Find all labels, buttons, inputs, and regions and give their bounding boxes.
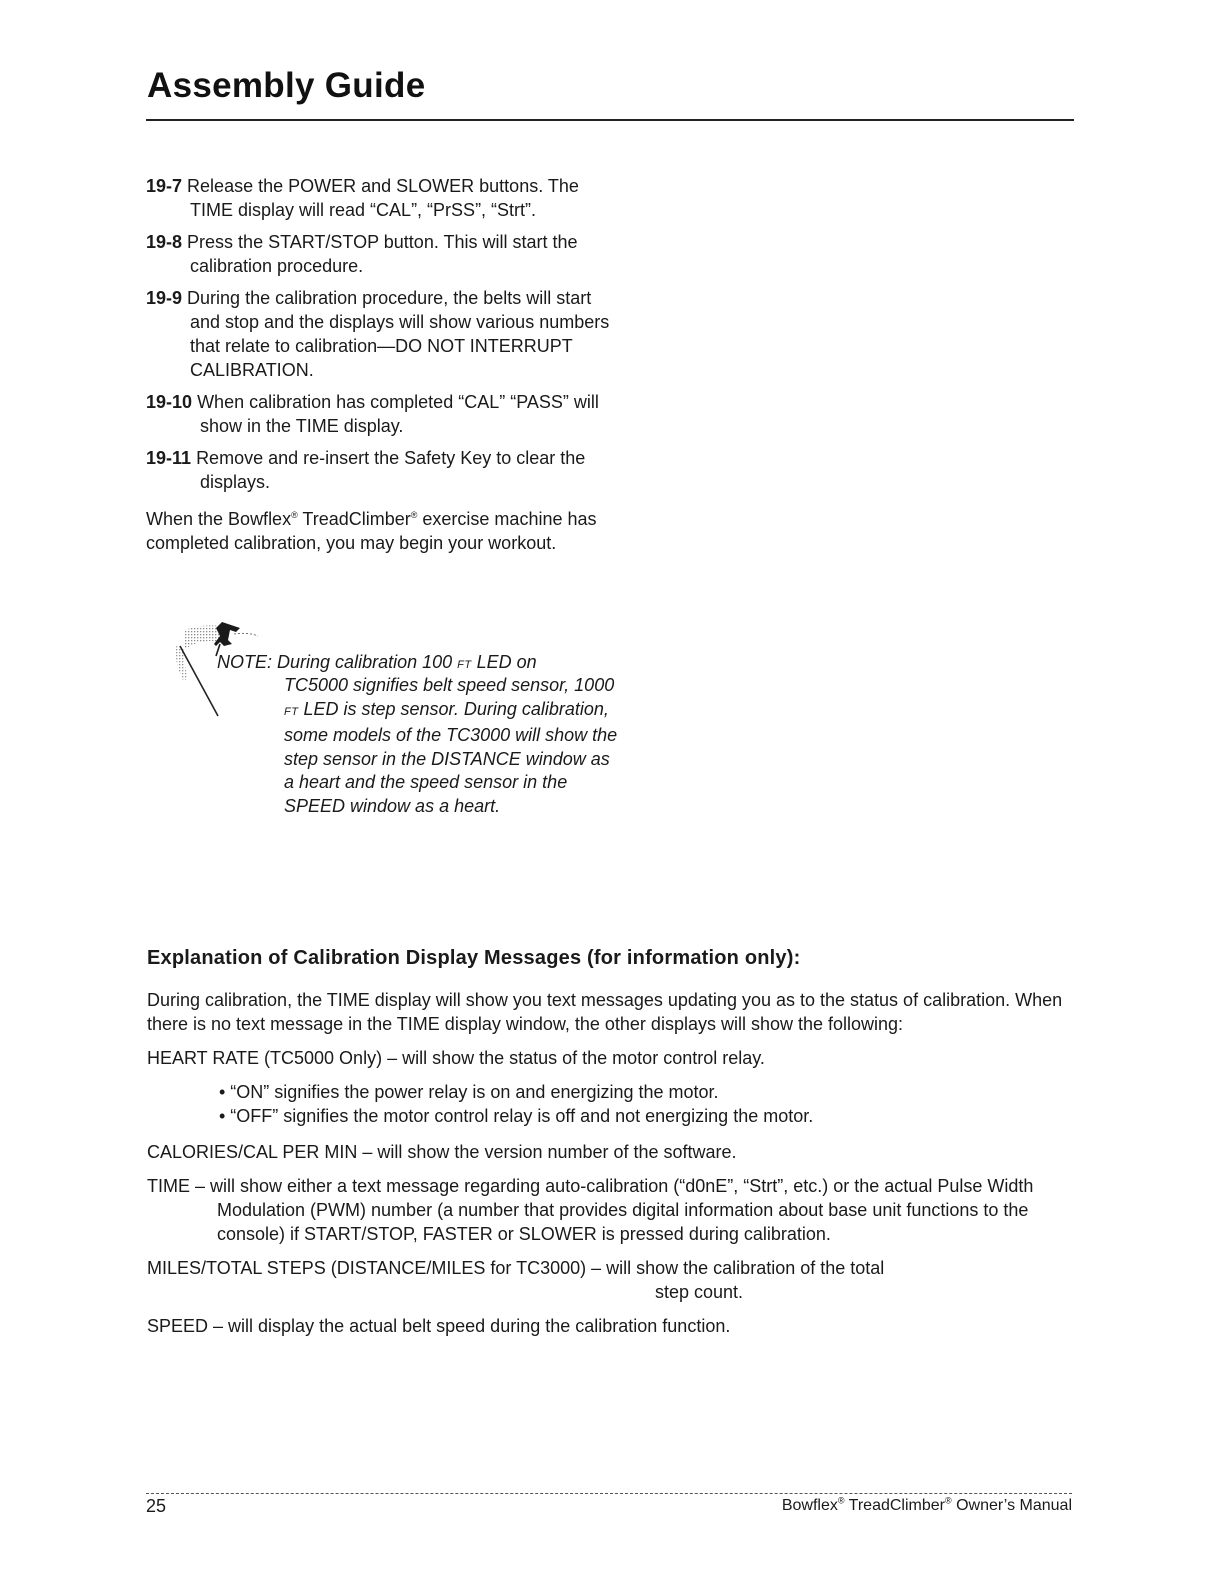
ft-unit: FT xyxy=(457,659,472,671)
note-text: During calibration 100 xyxy=(277,652,458,672)
note-text: LED is step sensor. During calibration, some models of the TC3000 will show the step sensor in the DISTANCE window as a heart and the speed sensor in the SPEED window as a heart. xyxy=(284,698,618,816)
manual-title xyxy=(782,1497,1072,1515)
step-list xyxy=(146,174,616,555)
footer-text: TreadClimber xyxy=(844,1497,945,1514)
note-text: LED on xyxy=(471,652,537,672)
step-19-9 xyxy=(146,286,616,382)
step-text: Press the START/STOP button. This will start the calibration procedure. xyxy=(187,232,578,276)
footer-text: Owner’s Manual xyxy=(951,1497,1072,1514)
step-19-11 xyxy=(146,446,616,494)
header-rule xyxy=(146,119,1074,121)
step-19-8 xyxy=(146,230,616,278)
note-label: NOTE: xyxy=(217,652,273,672)
time-item: TIME – will show either a text message regarding auto-calibration (“d0nE”, “Strt”, etc.) or the actual Pulse Width Modulation (PWM) number (a number that provides digital information about base unit functions to the console) if START/STOP, FASTER or SLOWER is pressed during calibration. xyxy=(147,1176,1034,1244)
note-body xyxy=(284,674,624,819)
step-text: Remove and re-insert the Safety Key to clear the displays. xyxy=(196,448,586,492)
miles-text-continued: step count. xyxy=(655,1282,744,1302)
registered-mark: ® xyxy=(410,510,418,520)
closing-text: When the Bowflex xyxy=(146,509,292,529)
relay-bullets xyxy=(219,1080,1077,1128)
heart-rate-item: HEART RATE (TC5000 Only) – will show the status of the motor control relay. xyxy=(147,1048,765,1068)
miles-text: MILES/TOTAL STEPS (DISTANCE/MILES for TC3000) – will show the calibration of the total xyxy=(147,1258,885,1278)
miles-item xyxy=(147,1256,1077,1304)
registered-mark: ® xyxy=(291,510,298,520)
step-number: 19-8 xyxy=(146,232,183,252)
closing-text: exercise machine has completed calibration, you may begin your workout. xyxy=(146,509,597,553)
step-text: Release the POWER and SLOWER buttons. The TIME display will read “CAL”, “PrSS”, “Strt”. xyxy=(187,176,579,220)
bullet-item: • “ON” signifies the power relay is on and energizing the motor. xyxy=(219,1082,719,1102)
registered-mark: ® xyxy=(945,1495,952,1506)
step-number: 19-11 xyxy=(146,448,192,468)
bullet-item: • “OFF” signifies the motor control relay is off and not energizing the motor. xyxy=(219,1106,814,1126)
step-19-10 xyxy=(146,390,616,438)
step-number: 19-7 xyxy=(146,176,183,196)
calibration-messages-section xyxy=(147,944,1077,1348)
step-number: 19-9 xyxy=(146,288,183,308)
ft-unit: FT xyxy=(284,705,299,718)
footer-text: Bowflex xyxy=(781,1497,838,1514)
note-first-line xyxy=(217,650,537,677)
calories-item: CALORIES/CAL PER MIN – will show the version number of the software. xyxy=(147,1142,737,1162)
note-callout xyxy=(170,616,630,846)
section-intro: During calibration, the TIME display will show you text messages updating you as to the status of calibration. When there is no text message in the TIME display window, the other displays will show the following: xyxy=(147,990,1063,1034)
page-title: Assembly Guide xyxy=(147,66,426,105)
page-number: 25 xyxy=(146,1496,167,1516)
closing-text: TreadClimber xyxy=(297,509,411,529)
section-heading: Explanation of Calibration Display Messages (for information only): xyxy=(147,947,801,969)
step-number: 19-10 xyxy=(146,392,193,412)
closing-paragraph xyxy=(146,507,606,555)
step-19-7 xyxy=(146,174,616,222)
step-text: During the calibration procedure, the belts will start and stop and the displays will show various numbers that relate to calibration—DO NOT INTERRUPT CALIBRATION. xyxy=(187,288,610,380)
registered-mark: ® xyxy=(837,1495,845,1506)
note-text: TC5000 signifies belt speed sensor, 1000 xyxy=(284,675,615,695)
speed-item: SPEED – will display the actual belt speed during the calibration function. xyxy=(147,1316,731,1336)
step-text: When calibration has completed “CAL” “PASS” will show in the TIME display. xyxy=(197,392,599,436)
footer-rule xyxy=(146,1493,1072,1494)
